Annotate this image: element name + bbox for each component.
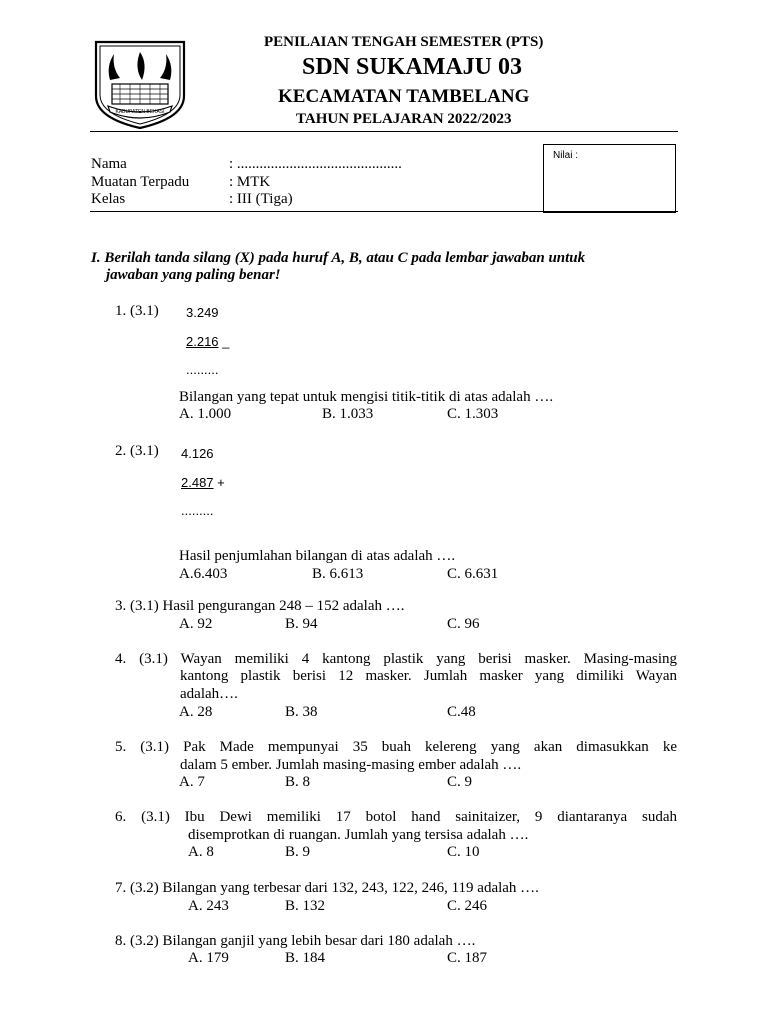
question-text-line-2: dalam 5 ember. Jumlah masing-masing ember adalah …. xyxy=(180,757,522,773)
option-a[interactable]: A. 92 xyxy=(179,616,213,632)
option-b[interactable]: B. 9 xyxy=(285,844,311,860)
question-text: 8. (3.2) Bilangan ganjil yang lebih besar dari 180 adalah …. xyxy=(115,933,476,949)
question-text-line-2: disemprotkan di ruangan. Jumlah yang tersisa adalah …. xyxy=(188,827,529,843)
question-stem: Bilangan yang tepat untuk mengisi titik-titik di atas adalah …. xyxy=(179,389,554,405)
option-b[interactable]: B. 132 xyxy=(285,898,326,914)
operand-bottom xyxy=(181,475,225,490)
instruction-line-1: I. Berilah tanda silang (X) pada huruf A, B, atau C pada lembar jawaban untuk xyxy=(91,250,586,266)
question-text-line-3: adalah…. xyxy=(180,686,238,702)
operator-sign: + xyxy=(213,475,225,490)
operand-top: 3.249 xyxy=(186,305,219,320)
identity-divider xyxy=(90,211,678,212)
option-b[interactable]: B. 8 xyxy=(285,774,311,790)
answer-dots: ......... xyxy=(181,503,214,518)
subject-value: : MTK xyxy=(229,174,271,190)
option-a[interactable]: A. 7 xyxy=(179,774,205,790)
option-a[interactable]: A. 179 xyxy=(188,950,229,966)
option-c[interactable]: C. 10 xyxy=(447,844,480,860)
academic-year: TAHUN PELAJARAN 2022/2023 xyxy=(296,111,512,127)
operand-bottom xyxy=(186,334,229,349)
question-number: 2. (3.1) xyxy=(115,443,159,459)
operand-top: 4.126 xyxy=(181,446,214,461)
option-b[interactable]: B. 1.033 xyxy=(322,406,374,422)
question-text-line-1: 6. (3.1) Ibu Dewi memiliki 17 botol hand sainitaizer, 9 diantaranya sudah xyxy=(115,809,677,825)
subject-label: Muatan Terpadu xyxy=(91,174,190,190)
school-name: SDN SUKAMAJU 03 xyxy=(302,54,523,80)
option-a[interactable]: A. 8 xyxy=(188,844,214,860)
option-c[interactable]: C. 246 xyxy=(447,898,488,914)
score-label: Nilai : xyxy=(553,150,579,161)
option-b[interactable]: B. 94 xyxy=(285,616,318,632)
question-number: 1. (3.1) xyxy=(115,303,159,319)
option-c[interactable]: C. 1.303 xyxy=(447,406,499,422)
answer-dots: ......... xyxy=(186,362,219,377)
operand-bottom-value: 2.216 xyxy=(186,334,219,349)
option-b[interactable]: B. 6.613 xyxy=(312,566,364,582)
option-c[interactable]: C. 9 xyxy=(447,774,473,790)
question-stem: Hasil penjumlahan bilangan di atas adalah …. xyxy=(179,548,456,564)
header-divider xyxy=(90,131,678,132)
option-a[interactable]: A. 243 xyxy=(188,898,229,914)
operator-sign: _ xyxy=(218,334,230,349)
option-c[interactable]: C. 187 xyxy=(447,950,488,966)
question-text: 7. (3.2) Bilangan yang terbesar dari 132, 243, 122, 246, 119 adalah …. xyxy=(115,880,539,896)
exam-title: PENILAIAN TENGAH SEMESTER (PTS) xyxy=(264,34,544,50)
question-text-line-2: kantong plastik berisi 12 masker. Jumlah masker yang dimiliki Wayan xyxy=(180,668,677,684)
question-text: 3. (3.1) Hasil pengurangan 248 – 152 adalah …. xyxy=(115,598,405,614)
school-emblem-icon xyxy=(90,38,190,132)
name-field[interactable]: : ............................................ xyxy=(229,156,402,172)
option-c[interactable]: C. 6.631 xyxy=(447,566,499,582)
option-b[interactable]: B. 184 xyxy=(285,950,326,966)
instruction-line-2: jawaban yang paling benar! xyxy=(106,267,281,283)
logo-text: KABUPATEN BEKASI xyxy=(115,109,165,115)
option-a[interactable]: A. 28 xyxy=(179,704,213,720)
class-label: Kelas xyxy=(91,191,126,207)
district-name: KECAMATAN TAMBELANG xyxy=(278,86,530,107)
option-c[interactable]: C.48 xyxy=(447,704,476,720)
option-a[interactable]: A. 1.000 xyxy=(179,406,232,422)
option-c[interactable]: C. 96 xyxy=(447,616,480,632)
question-text-line-1: 4. (3.1) Wayan memiliki 4 kantong plastik yang berisi masker. Masing-masing xyxy=(115,651,677,667)
option-b[interactable]: B. 38 xyxy=(285,704,318,720)
question-text-line-1: 5. (3.1) Pak Made mempunyai 35 buah kelereng yang akan dimasukkan ke xyxy=(115,739,677,755)
name-label: Nama xyxy=(91,156,127,172)
operand-bottom-value: 2.487 xyxy=(181,475,214,490)
option-a[interactable]: A.6.403 xyxy=(179,566,228,582)
class-value: : III (Tiga) xyxy=(229,191,293,207)
